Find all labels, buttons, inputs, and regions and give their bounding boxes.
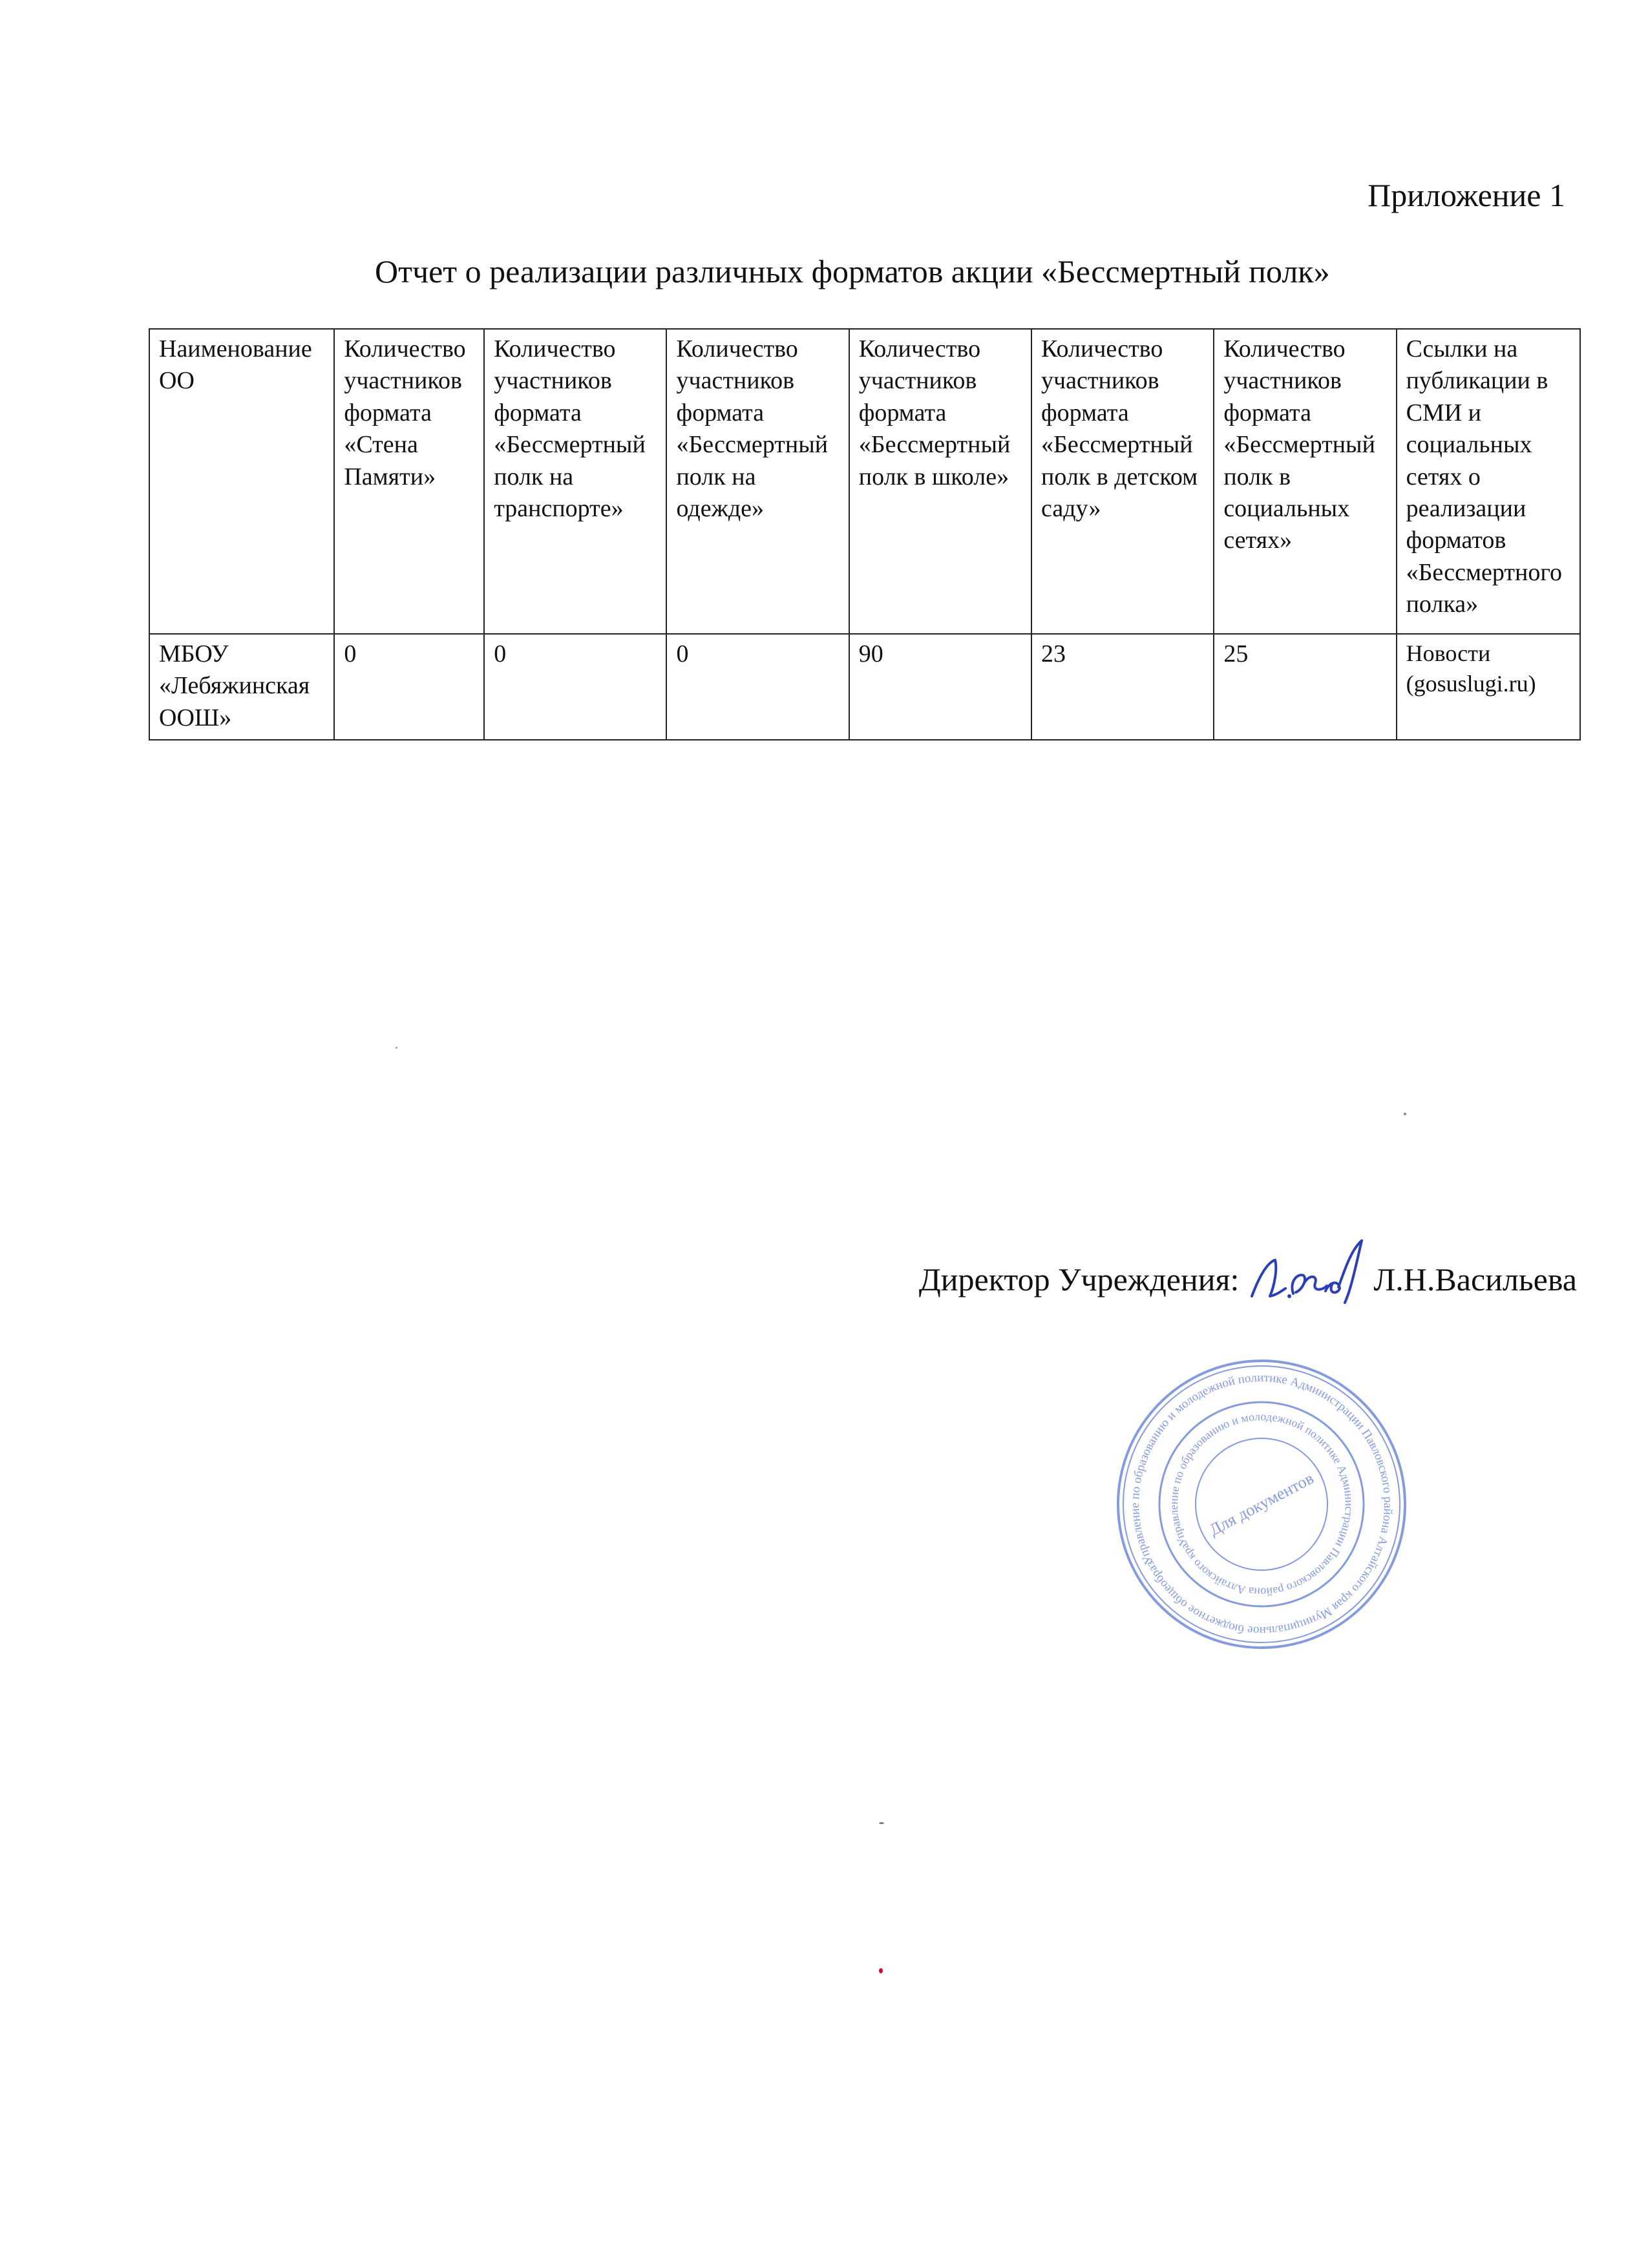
- header-org-name: Наименование ОО: [149, 329, 334, 634]
- cell-publication-link: Новости (gosuslugi.ru): [1397, 634, 1580, 740]
- cell-kindergarten: 23: [1031, 634, 1214, 740]
- cell-clothing: 0: [666, 634, 849, 740]
- table-header-row: [149, 329, 1580, 634]
- stamp-outer-text: Управление по образованию и молодежной политике Администрации Павловского района Алтайского края Муниципальное бюджетное общеобразовательное: [1128, 1370, 1395, 1638]
- director-position-label: Директор Учреждения:: [918, 1261, 1240, 1297]
- header-kindergarten: Количество участников формата «Бессмертный полк в детском саду»: [1031, 329, 1214, 634]
- scan-speck: [879, 1822, 884, 1824]
- report-table: [149, 328, 1581, 740]
- header-social-networks: Количество участников формата «Бессмертный полк в социальных сетях»: [1214, 329, 1396, 634]
- stamp-inner-ring-text: Управление по образованию и молодежной политике Администрации Павловского района Алтайского края: [1167, 1409, 1357, 1599]
- handwritten-signature: [1248, 1237, 1371, 1308]
- header-transport: Количество участников формата «Бессмертный полк на транспорте»: [484, 329, 666, 634]
- table-row: [149, 634, 1580, 740]
- cell-school: 90: [849, 634, 1031, 740]
- header-clothing: Количество участников формата «Бессмертный полк на одежде»: [666, 329, 849, 634]
- scan-speck: [396, 1047, 397, 1049]
- organization-stamp: [1113, 1356, 1410, 1653]
- stamp-center-text: Для документов: [1206, 1468, 1317, 1540]
- cell-org-name: МБОУ «Лебяжинская ООШ»: [149, 634, 334, 740]
- scan-speck: [1404, 1113, 1406, 1115]
- appendix-label: Приложение 1: [1368, 177, 1565, 213]
- signature-line: [919, 1228, 1577, 1299]
- header-wall-of-memory: Количество участников формата «Стена Памяти»: [334, 329, 484, 634]
- director-name: Л.Н.Васильева: [1373, 1261, 1577, 1297]
- header-school: Количество участников формата «Бессмертный полк в школе»: [849, 329, 1031, 634]
- cell-social-networks: 25: [1214, 634, 1396, 740]
- cell-transport: 0: [484, 634, 666, 740]
- report-title: Отчет о реализации различных форматов акции «Бессмертный полк»: [375, 253, 1330, 289]
- ink-speck: [879, 1968, 883, 1973]
- header-publication-links: Ссылки на публикации в СМИ и социальных сетях о реализации форматов «Бессмертного полка»: [1397, 329, 1580, 634]
- cell-wall-of-memory: 0: [334, 634, 484, 740]
